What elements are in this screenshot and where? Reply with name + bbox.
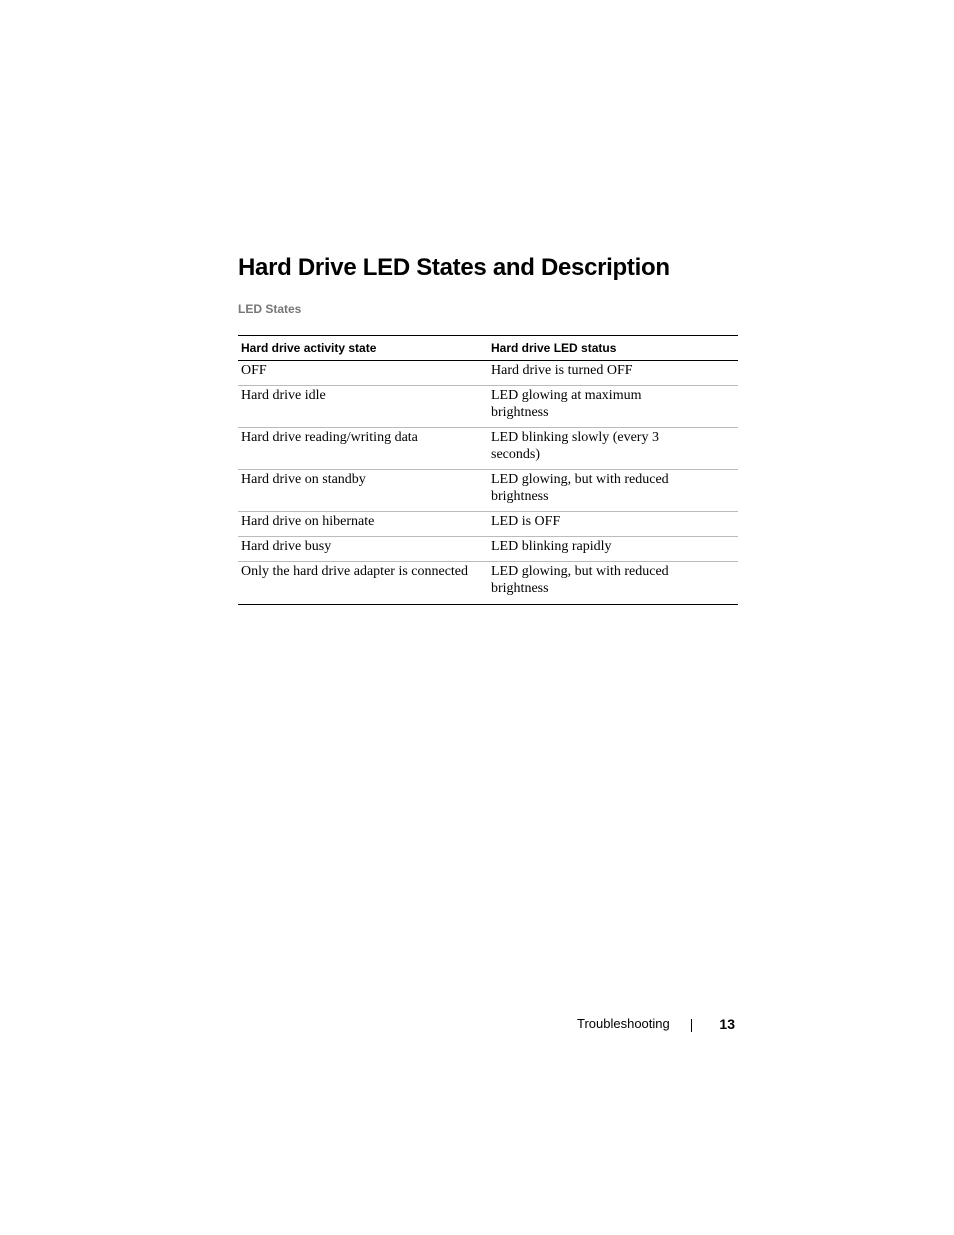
page-title: Hard Drive LED States and Description [238, 254, 670, 281]
led-states-table [238, 335, 738, 605]
column-header-led-status: Hard drive LED status [488, 336, 738, 361]
table-row [238, 537, 738, 562]
table-row [238, 562, 738, 605]
table-row [238, 512, 738, 537]
activity-state-cell: Hard drive idle [238, 386, 488, 428]
activity-state-cell: OFF [238, 361, 488, 386]
column-header-activity-state: Hard drive activity state [238, 336, 488, 361]
led-status-cell: LED is OFF [488, 512, 738, 537]
led-status-cell: LED glowing at maximum brightness [488, 386, 738, 428]
led-status-cell: LED glowing, but with reduced brightness [488, 470, 738, 512]
table-caption: LED States [238, 302, 302, 316]
activity-state-cell: Hard drive on hibernate [238, 512, 488, 537]
led-status-cell: Hard drive is turned OFF [488, 361, 738, 386]
footer-separator [691, 1019, 692, 1032]
table-row [238, 386, 738, 428]
table-header-row [238, 336, 738, 361]
table-row [238, 470, 738, 512]
table-row [238, 361, 738, 386]
page-number: 13 [719, 1016, 735, 1032]
footer-section-title: Troubleshooting [577, 1016, 670, 1031]
activity-state-cell: Hard drive reading/writing data [238, 428, 488, 470]
led-status-cell: LED glowing, but with reduced brightness [491, 564, 669, 596]
activity-state-cell: Only the hard drive adapter is connected [241, 564, 469, 579]
table-row [238, 428, 738, 470]
led-status-cell: LED blinking rapidly [488, 537, 738, 562]
led-status-cell: LED blinking slowly (every 3 seconds) [488, 428, 738, 470]
activity-state-cell: Hard drive busy [238, 537, 488, 562]
page-footer [577, 1016, 735, 1034]
activity-state-cell: Hard drive on standby [238, 470, 488, 512]
